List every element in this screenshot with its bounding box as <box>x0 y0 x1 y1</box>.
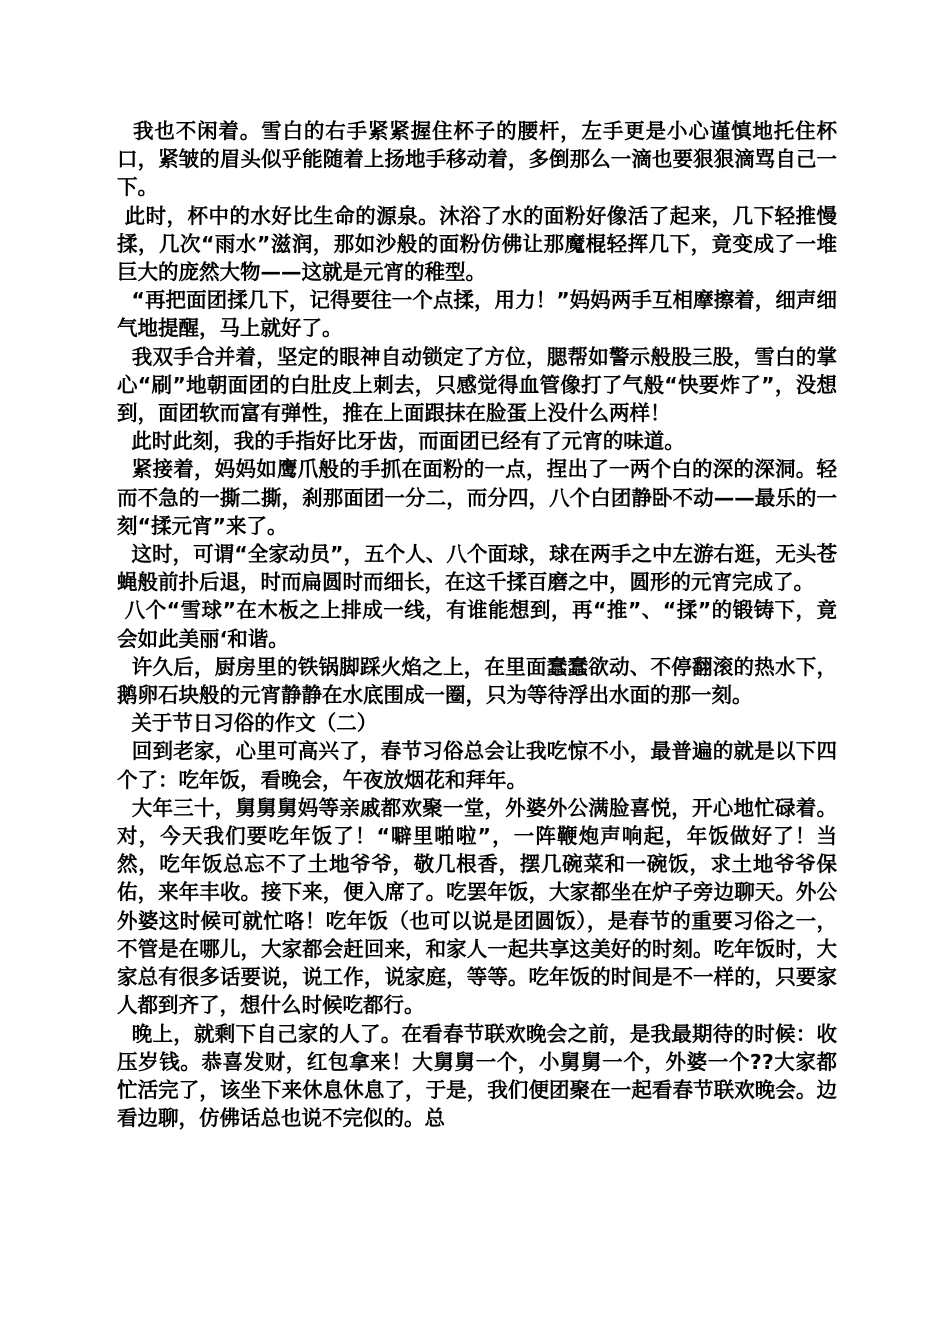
paragraph: 此时此刻，我的手指好比牙齿，而面团已经有了元宵的味道。 <box>117 429 685 454</box>
paragraph: 晚上，就剩下自己家的人了。在看春节联欢晚会之前，是我最期待的时候：收压岁钱。恭喜发财，红包拿来！大舅舅一个，小舅舅一个，外婆一个??大家都忙活完了，该坐下来休息休息了，于是，我们便团聚在一起看春节联欢晚会。边看边聊，仿佛话总也说不完似的。总 <box>117 1021 837 1131</box>
paragraph: 我也不闲着。雪白的右手紧紧握住杯子的腰杆，左手更是小心谨慎地托住杯口，紧皱的眉头似乎能随着上扬地手移动着，多倒那么一滴也要狠狠滴骂自己一下。 <box>117 119 837 200</box>
paragraph: 紧接着，妈妈如鹰爪般的手抓在面粉的一点，捏出了一两个白的深的深洞。轻而不急的一撕二撕，刹那面团一分二，而分四，八个白团静卧不动——最乐的一刻“揉元宵”来了。 <box>117 457 837 538</box>
paragraph: 这时，可谓“全家动员”，五个人、八个面球，球在两手之中左游右逛，无头苍蝇般前扑后退，时而扁圆时而细长，在这千揉百磨之中，圆形的元宵完成了。 <box>117 542 837 595</box>
paragraph: 许久后，厨房里的铁锅脚踩火焰之上，在里面蠢蠢欲动、不停翻滚的热水下，鹅卵石块般的元宵静静在水底围成一圈，只为等待浮出水面的那一刻。 <box>117 654 837 708</box>
paragraph: 大年三十，舅舅舅妈等亲戚都欢聚一堂，外婆外公满脸喜悦，开心地忙碌着。对，今天我们要吃年饭了！“噼里啪啦”，一阵鞭炮声响起，年饭做好了！当然，吃年饭总忘不了土地爷爷，敬几根香，摆几碗菜和一碗饭，求土地爷爷保佑，来年丰收。接下来，便入席了。吃罢年饭，大家都坐在炉子旁边聊天。外公外婆这时候可就忙咯！吃年饭（也可以说是团圆饭），是春节的重要习俗之一，不管是在哪儿，大家都会赶回来，和家人一起共享这美好的时刻。吃年饭时，大家总有很多话要说，说工作，说家庭，等等。吃年饭的时间是不一样的，只要家人都到齐了，想什么时候吃都行。 <box>117 795 837 1018</box>
paragraph: 八个“雪球”在木板之上排成一线，有谁能想到，再“推”、“揉”的锻铸下，竟会如此美丽‘和谐。 <box>117 598 838 651</box>
document-page <box>117 117 837 1132</box>
paragraph: 此时，杯中的水好比生命的源泉。沐浴了水的面粉好像活了起来，几下轻推慢揉，几次“雨水”滋润，那如沙般的面粉仿佛让那魔棍轻挥几下，竟变成了一堆巨大的庞然大物——这就是元宵的稚型。 <box>117 203 838 285</box>
paragraph: 我双手合并着，坚定的眼神自动锁定了方位，腮帮如警示般股三股，雪白的掌心“刷”地朝面团的白肚皮上刺去，只感觉得血管像打了气般“快要炸了”，没想到，面团软而富有弹性，推在上面跟抹在脸蛋上没什么两样！ <box>117 344 837 426</box>
paragraph: “再把面团揉几下，记得要往一个点揉，用力！”妈妈两手互相摩擦着，细声细气地提醒，马上就好了。 <box>117 288 837 341</box>
paragraph: 回到老家，心里可高兴了，春节习俗总会让我吃惊不小，最普遍的就是以下四个了：吃年饭，看晚会，午夜放烟花和拜年。 <box>117 739 837 792</box>
section-heading: 关于节日习俗的作文（二） <box>117 711 378 736</box>
